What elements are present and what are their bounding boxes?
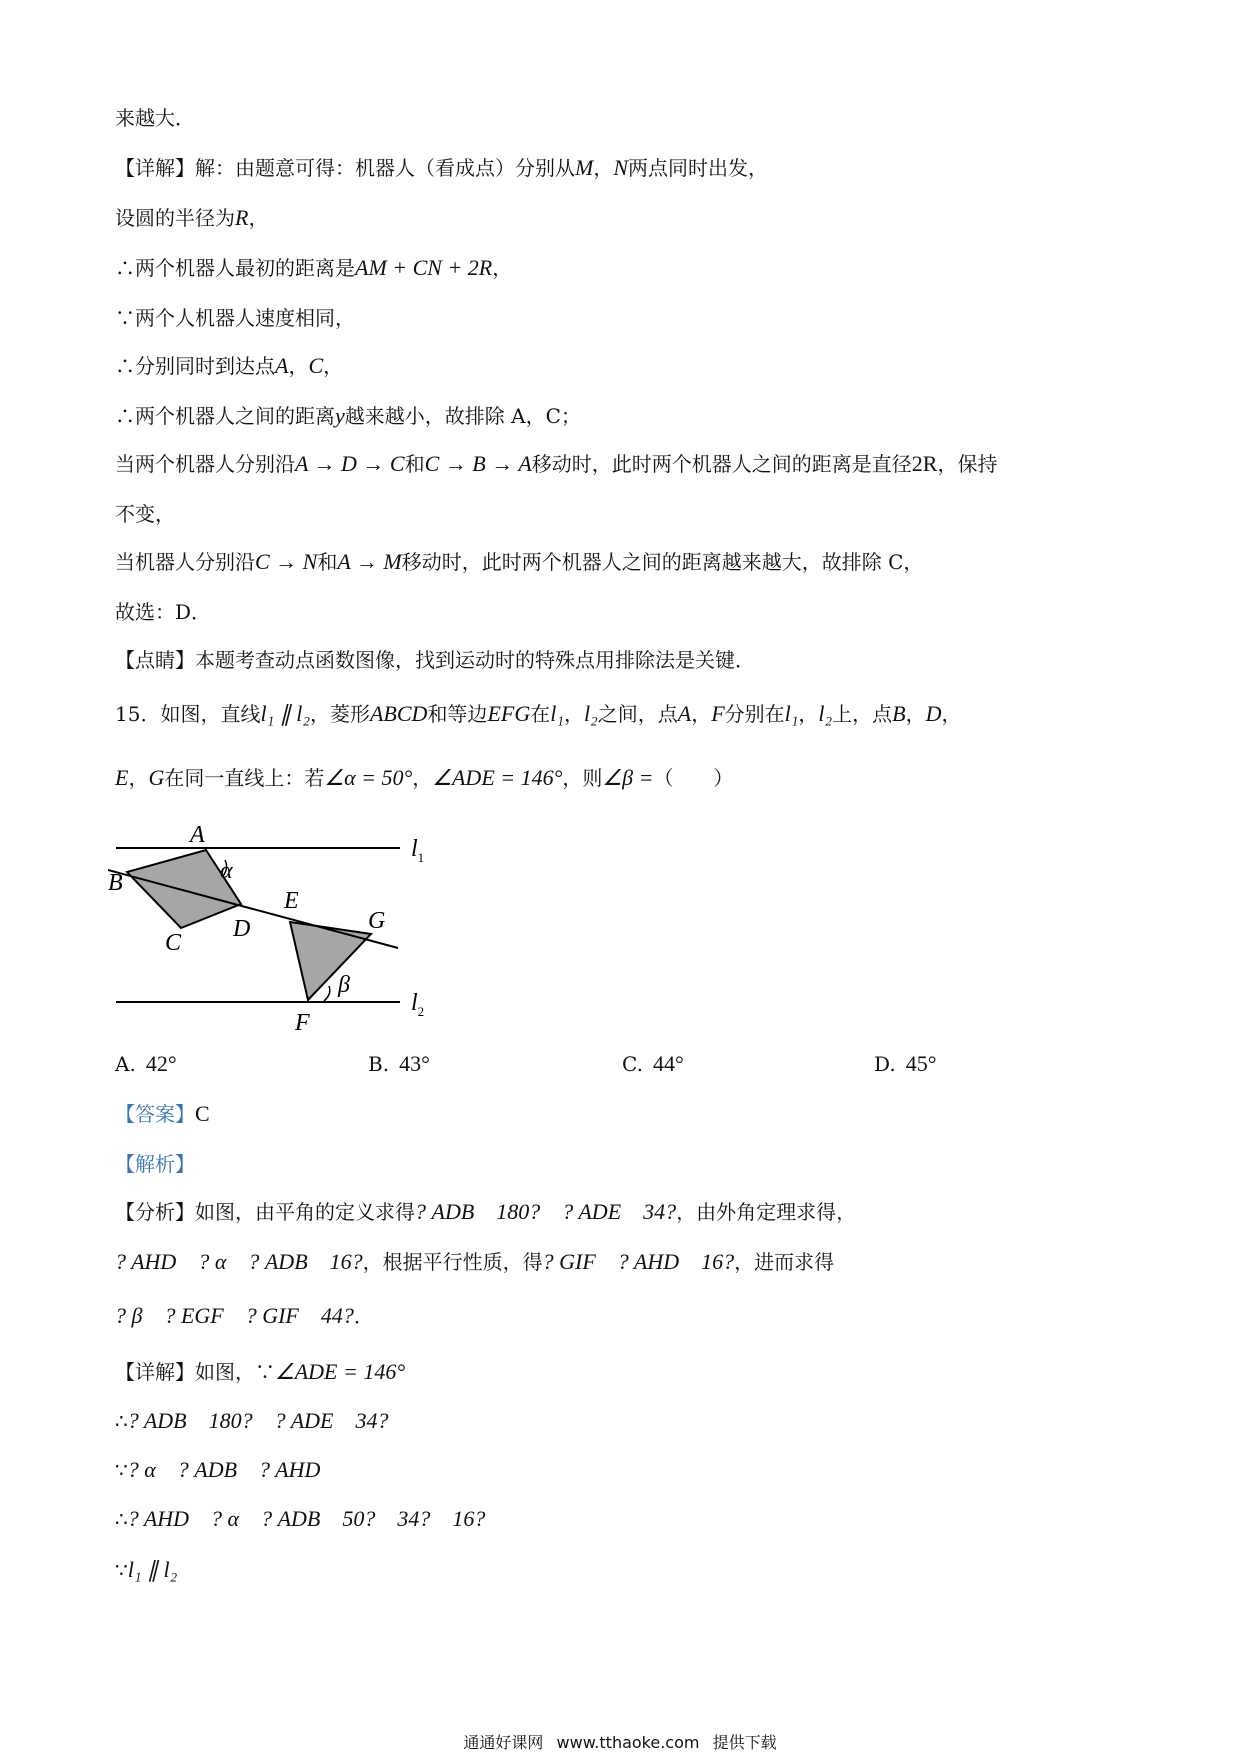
analysis-line: ? AHD ? α ? ADB 16?，根据平行性质，得? GIF ? AHD 16?，进而求得 <box>115 1249 835 1274</box>
text-line: ∴两个机器人之间的距离y越来越小，故排除 A，C； <box>115 403 581 428</box>
text-line: ∴分别同时到达点A，C， <box>115 353 344 378</box>
label-e: E <box>284 888 299 914</box>
label-beta: β <box>338 972 350 998</box>
label-d: D <box>233 916 251 942</box>
label-f: F <box>295 1010 310 1036</box>
question-line: E，G在同一直线上：若∠α = 50°，∠ADE = 146°，则∠β =（ ） <box>115 765 734 790</box>
footer-url: www.tthaoke.com <box>556 1733 700 1752</box>
option-d: D. 45° <box>874 1051 937 1076</box>
option-c: C. 44° <box>622 1051 684 1076</box>
page-footer <box>0 1730 1240 1753</box>
analysis-line: ? β ? EGF ? GIF 44?． <box>115 1303 374 1328</box>
option-a: A. 42° <box>115 1051 177 1076</box>
detail-line: ∵l₁ ∥ l₂ <box>115 1557 178 1582</box>
question-line: 15．如图，直线l₁ ∥ l₂，菱形ABCD和等边EFG在l₁，l₂之间，点A，F分别在l₁，l₂上，点B，D， <box>115 701 962 726</box>
text-line: 来越大． <box>115 106 195 130</box>
label-a: A <box>190 822 205 848</box>
text-line: 【点睛】本题考查动点函数图像，找到运动时的特殊点用排除法是关键． <box>115 648 755 672</box>
analysis-line: 【分析】如图，由平角的定义求得? ADB 180? ? ADE 34?，由外角定理求得， <box>115 1199 857 1224</box>
text-line: 不变， <box>115 502 175 526</box>
label-l2: $l_2$ <box>411 990 425 1019</box>
footer-note: 提供下载 <box>712 1733 777 1752</box>
line-bdeg <box>108 870 398 948</box>
footer-site: 通通好课网 <box>463 1733 544 1752</box>
detail-line: ∴? AHD ? α ? ADB 50? 34? 16? <box>115 1506 486 1531</box>
label-c: C <box>165 930 182 956</box>
text-line: 【详解】解：由题意可得：机器人（看成点）分别从M，N两点同时出发， <box>115 155 769 180</box>
text-line: ∵两个人机器人速度相同， <box>115 306 355 330</box>
triangle-efg <box>290 922 371 1000</box>
label-alpha: α <box>220 858 233 884</box>
option-b: B. 43° <box>368 1051 430 1076</box>
label-g: G <box>368 908 386 934</box>
label-b: B <box>108 870 123 896</box>
text-line: 故选：D． <box>115 600 212 624</box>
detail-line: 【详解】如图，∵∠ADE = 146° <box>115 1359 406 1384</box>
text-line: 设圆的半径为R， <box>115 205 269 230</box>
analysis-label: 【解析】 <box>115 1152 195 1176</box>
geometry-figure <box>108 808 448 1038</box>
text-line: 当两个机器人分别沿A → D → C和C → B → A移动时，此时两个机器人之间的距离是直径2R，保持 <box>115 451 998 476</box>
answer-line: 【答案】C <box>115 1101 210 1126</box>
text-line: 当机器人分别沿C → N和A → M移动时，此时两个机器人之间的距离越来越大，故排除 C， <box>115 549 924 574</box>
label-l1: $l_1$ <box>411 836 425 865</box>
detail-line: ∴? ADB 180? ? ADE 34? <box>115 1408 389 1433</box>
text-line: ∴两个机器人最初的距离是AM + CN + 2R， <box>115 255 513 280</box>
detail-line: ∵? α ? ADB ? AHD <box>115 1457 321 1482</box>
angle-beta-arc <box>324 986 330 1001</box>
